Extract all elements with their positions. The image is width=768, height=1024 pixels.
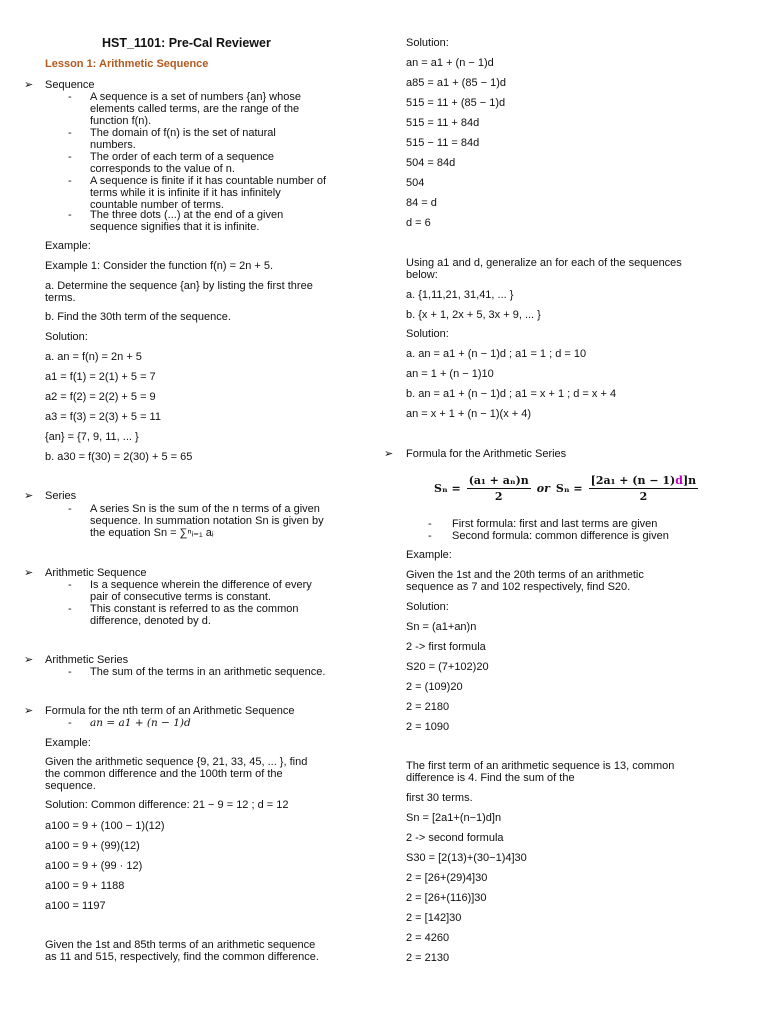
example1-line: a. an = f(n) = 2n + 5 [45, 351, 142, 363]
dash-bullet: - [68, 603, 72, 615]
series-formula-display [434, 474, 698, 503]
series-formula-point-2: Second formula: common difference is given [452, 530, 669, 542]
bullet-arrow-icon: ➢ [24, 567, 34, 579]
example2-line: sequence. [45, 780, 96, 792]
example4-line: 2 = (109)20 [406, 681, 463, 693]
dash-bullet: - [68, 91, 72, 103]
sequence-point-4: A sequence is finite if it has countable number of terms while it is infinite if it has infinitely countable number of terms. [90, 175, 327, 211]
generalize-line: a. {1,11,21, 31,41, ... } [406, 289, 514, 301]
dash-bullet: - [428, 518, 432, 530]
solution3-line: Solution: [406, 37, 449, 49]
section-arith-series-heading: Arithmetic Series [45, 654, 129, 666]
generalize-line: an = 1 + (n − 1)10 [406, 368, 494, 380]
example5-line: 2 -> second formula [406, 832, 504, 844]
section-sequence-heading: Sequence [45, 79, 95, 91]
bullet-arrow-icon: ➢ [24, 79, 34, 91]
example5-line: 2 = 4260 [406, 932, 450, 944]
solution3-line: 504 [406, 177, 425, 189]
example1-line: b. a30 = f(30) = 2(30) + 5 = 65 [45, 451, 193, 463]
example1-line: {an} = {7, 9, 11, ... } [45, 431, 139, 443]
sequence-point-3: The order of each term of a sequence corresponds to the value of n. [90, 151, 275, 175]
solution3-line: a85 = a1 + (85 − 1)d [406, 77, 506, 89]
generalize-line: below: [406, 269, 438, 281]
dash-bullet: - [68, 209, 72, 221]
dash-bullet: - [428, 530, 432, 542]
dash-bullet: - [68, 175, 72, 187]
example1-line: b. Find the 30th term of the sequence. [45, 311, 231, 323]
example1-line: a3 = f(3) = 2(3) + 5 = 11 [45, 411, 161, 423]
dash-bullet: - [68, 127, 72, 139]
example5-line: 2 = [26+(116)]30 [406, 892, 487, 904]
problem3-line: as 11 and 515, respectively, find the common difference. [45, 951, 319, 963]
dash-bullet: - [68, 666, 72, 678]
lesson-heading: Lesson 1: Arithmetic Sequence [45, 58, 209, 70]
example4-line: 2 = 1090 [406, 721, 450, 733]
section-arith-seq-heading: Arithmetic Sequence [45, 567, 147, 579]
solution3-line: 515 = 11 + (85 − 1)d [406, 97, 506, 109]
dash-bullet: - [68, 717, 72, 729]
bullet-arrow-icon: ➢ [24, 490, 34, 502]
example2-line: Solution: Common difference: 21 − 9 = 12 ; d = 12 [45, 799, 289, 811]
example2-line: a100 = 9 + (100 − 1)(12) [45, 820, 165, 832]
example2-line: a100 = 1197 [45, 900, 106, 912]
example5-line: 2 = [26+(29)4]30 [406, 872, 488, 884]
sequence-point-2: The domain of f(n) is the set of natural numbers. [90, 127, 276, 151]
example4-line: sequence as 7 and 102 respectively, find S20. [406, 581, 631, 593]
example1-line: Solution: [45, 331, 88, 343]
second-formula-fraction: $\frac{\text{[2a₁ + (n − 1)d]n}}{2}$ [590, 474, 697, 503]
dash-bullet: - [68, 503, 72, 515]
dash-bullet: - [68, 151, 72, 163]
bullet-arrow-icon: ➢ [384, 448, 394, 460]
example2-line: a100 = 9 + (99 · 12) [45, 860, 143, 872]
section-nth-formula-heading: Formula for the nth term of an Arithmetic Sequence [45, 705, 295, 717]
solution3-line: 515 − 11 = 84d [406, 137, 480, 149]
doc-title: HST_1101: Pre-Cal Reviewer [102, 36, 271, 50]
example4-line: Solution: [406, 601, 449, 613]
example5-line: S30 = [2(13)+(30−1)4]30 [406, 852, 527, 864]
section-series-formula-heading: Formula for the Arithmetic Series [406, 448, 567, 460]
formula-or: or [536, 482, 550, 495]
example2-line: Given the arithmetic sequence {9, 21, 33, 45, ... }, find [45, 756, 308, 768]
arith-seq-point-2: This constant is referred to as the common difference, denoted by d. [90, 603, 299, 627]
solution3-line: 515 = 11 + 84d [406, 117, 480, 129]
example5-line: Sn = [2a1+(n−1)d]n [406, 812, 502, 824]
arith-seq-point-1: Is a sequence wherein the difference of every pair of consecutive terms is constant. [90, 579, 312, 603]
example-label: Example: [45, 240, 91, 252]
bullet-arrow-icon: ➢ [24, 654, 34, 666]
example2-line: a100 = 9 + 1188 [45, 880, 125, 892]
generalize-line: b. {x + 1, 2x + 5, 3x + 9, ... } [406, 309, 541, 321]
example5-line: 2 = 2130 [406, 952, 450, 964]
generalize-line: a. an = a1 + (n − 1)d ; a1 = 1 ; d = 10 [406, 348, 587, 360]
example1-line: a. Determine the sequence {an} by listing the first three [45, 280, 313, 292]
example4-line: 2 -> first formula [406, 641, 486, 653]
formula-lhs: Sₙ = [555, 482, 583, 495]
example5-line: difference is 4. Find the sum of the [406, 772, 575, 784]
dash-bullet: - [68, 579, 72, 591]
series-formula-point-1: First formula: first and last terms are given [452, 518, 658, 530]
example2-line: Example: [45, 737, 91, 749]
problem3-line: Given the 1st and 85th terms of an arithmetic sequence [45, 939, 316, 951]
sequence-point-5: The three dots (...) at the end of a given sequence signifies that it is infinite. [90, 209, 284, 233]
example1-line: terms. [45, 292, 76, 304]
arith-series-point-1: The sum of the terms in an arithmetic sequence. [90, 666, 326, 678]
example2-line: a100 = 9 + (99)(12) [45, 840, 140, 852]
generalize-line: b. an = a1 + (n − 1)d ; a1 = x + 1 ; d = x + 4 [406, 388, 617, 400]
example4-line: S20 = (7+102)20 [406, 661, 489, 673]
solution3-line: an = a1 + (n − 1)d [406, 57, 494, 69]
formula-lhs: Sₙ = [434, 482, 461, 495]
generalize-line: an = x + 1 + (n − 1)(x + 4) [406, 408, 532, 420]
example1-line: a1 = f(1) = 2(1) + 5 = 7 [45, 371, 156, 383]
example1-line: Example 1: Consider the function f(n) = 2n + 5. [45, 260, 274, 272]
section-series-heading: Series [45, 490, 77, 502]
example4-line: 2 = 2180 [406, 701, 450, 713]
solution3-line: 504 = 84d [406, 157, 456, 169]
solution3-line: d = 6 [406, 217, 431, 229]
bullet-arrow-icon: ➢ [24, 705, 34, 717]
series-point-1: A series Sn is the sum of the n terms of a given sequence. In summation notation Sn is given by the equation Sn = ∑ⁿᵢ₌₁ aᵢ [90, 503, 324, 539]
example1-line: a2 = f(2) = 2(2) + 5 = 9 [45, 391, 156, 403]
generalize-line: Solution: [406, 328, 449, 340]
solution3-line: 84 = d [406, 197, 437, 209]
generalize-line: Using a1 and d, generalize an for each of the sequences [406, 257, 682, 269]
example5-line: first 30 terms. [406, 792, 473, 804]
nth-formula: an = a1 + (n − 1)d [90, 717, 191, 729]
sequence-point-1: A sequence is a set of numbers {an} whose elements called terms, are the range of the function f(n). [90, 91, 301, 127]
example4-line: Given the 1st and the 20th terms of an arithmetic [406, 569, 644, 581]
example4-line: Sn = (a1+an)n [406, 621, 477, 633]
example4-line: Example: [406, 549, 452, 561]
example2-line: the common difference and the 100th term of the [45, 768, 283, 780]
first-formula-fraction: $\frac{\text{(a₁ + aₙ)n}}{2}$ [468, 474, 529, 503]
example5-line: 2 = [142]30 [406, 912, 462, 924]
example5-line: The first term of an arithmetic sequence is 13, common [406, 760, 675, 772]
